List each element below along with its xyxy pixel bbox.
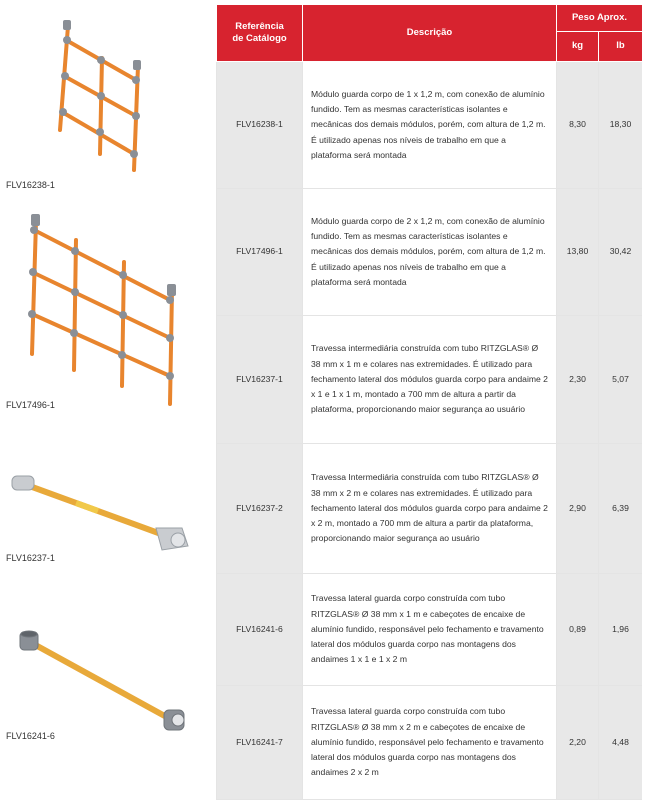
product-images-column bbox=[0, 0, 216, 800]
reference-cell: FLV16237-1 bbox=[217, 316, 303, 444]
table-row bbox=[217, 444, 643, 574]
reference-cell: FLV16238-1 bbox=[217, 62, 303, 189]
image-caption: FLV16238-1 bbox=[6, 180, 55, 190]
lb-cell: 6,39 bbox=[599, 444, 643, 574]
image-caption: FLV16237-1 bbox=[6, 553, 55, 563]
lb-cell: 5,07 bbox=[599, 316, 643, 444]
lb-cell: 18,30 bbox=[599, 62, 643, 189]
kg-cell: 8,30 bbox=[557, 62, 599, 189]
kg-cell: 0,89 bbox=[557, 574, 599, 686]
kg-cell: 2,30 bbox=[557, 316, 599, 444]
table-row bbox=[217, 686, 643, 800]
page-edge bbox=[642, 0, 650, 800]
reference-cell: FLV16241-6 bbox=[217, 574, 303, 686]
table-row bbox=[217, 189, 643, 316]
lb-cell: 30,42 bbox=[599, 189, 643, 316]
table-row bbox=[217, 574, 643, 686]
header-weight: Peso Aprox. bbox=[557, 5, 643, 32]
header-reference: Referência de Catálogo bbox=[217, 5, 303, 62]
header-lb: lb bbox=[599, 31, 643, 61]
reference-cell: FLV16237-2 bbox=[217, 444, 303, 574]
description-cell: Módulo guarda corpo de 1 x 1,2 m, com conexão de alumínio fundido. Tem as mesmas características isolantes e mecânicas dos demais módulos, porém, com altura de 1,2 m. É utilizado apenas nos níveis de trabalho em que a plataforma será montada bbox=[303, 62, 557, 189]
lb-cell: 4,48 bbox=[599, 686, 643, 800]
header-kg: kg bbox=[557, 31, 599, 61]
reference-cell: FLV16241-7 bbox=[217, 686, 303, 800]
description-cell: Travessa lateral guarda corpo construída com tubo RITZGLAS® Ø 38 mm x 2 m e cabeçotes de encaixe de alumínio fundido, responsável pelo fechamento e travamento lateral dos módulos guarda corpo nas montagens dos andaimes 2 x 2 m bbox=[303, 686, 557, 800]
lateral-crossbar-image bbox=[14, 628, 192, 736]
image-caption: FLV16241-6 bbox=[6, 731, 55, 741]
table-row bbox=[217, 316, 643, 444]
description-cell: Travessa lateral guarda corpo construída com tubo RITZGLAS® Ø 38 mm x 1 m e cabeçotes de encaixe de alumínio fundido, responsável pelo fechamento e travamento lateral dos módulos guarda corpo nas montagens dos andaimes 1 x 1 e 1 x 2 m bbox=[303, 574, 557, 686]
description-cell: Módulo guarda corpo de 2 x 1,2 m, com conexão de alumínio fundido. Tem as mesmas características isolantes e mecânicas dos demais módulos, porém, com altura de 1,2 m. É utilizado apenas nos níveis de trabalho em que a plataforma será montada bbox=[303, 189, 557, 316]
header-description: Descrição bbox=[303, 5, 557, 62]
lb-cell: 1,96 bbox=[599, 574, 643, 686]
guardrail-module-1x1-image bbox=[30, 18, 160, 178]
image-caption: FLV17496-1 bbox=[6, 400, 55, 410]
intermediate-crossbar-image bbox=[6, 468, 202, 558]
description-cell: Travessa intermediária construída com tubo RITZGLAS® Ø 38 mm x 1 m e colares nas extremidades. É utilizado para fechamento lateral dos módulos guarda corpo para andaime 2 x 1 e 1 x 1 m, montado a 700 mm de altura a partir da plataforma, proporcionando maior segurança ao usuário bbox=[303, 316, 557, 444]
guardrail-module-2x1-image bbox=[14, 204, 200, 410]
description-cell: Travessa Intermediária construída com tubo RITZGLAS® Ø 38 mm x 2 m e colares nas extremidades. É utilizado para fechamento lateral dos módulos guarda corpo para andaime 2 x 2 m, montado a 700 mm de altura a partir da plataforma, proporcionando maior segurança ao usuário bbox=[303, 444, 557, 574]
kg-cell: 2,20 bbox=[557, 686, 599, 800]
reference-cell: FLV17496-1 bbox=[217, 189, 303, 316]
kg-cell: 13,80 bbox=[557, 189, 599, 316]
table-row bbox=[217, 62, 643, 189]
spec-table bbox=[216, 4, 643, 800]
kg-cell: 2,90 bbox=[557, 444, 599, 574]
